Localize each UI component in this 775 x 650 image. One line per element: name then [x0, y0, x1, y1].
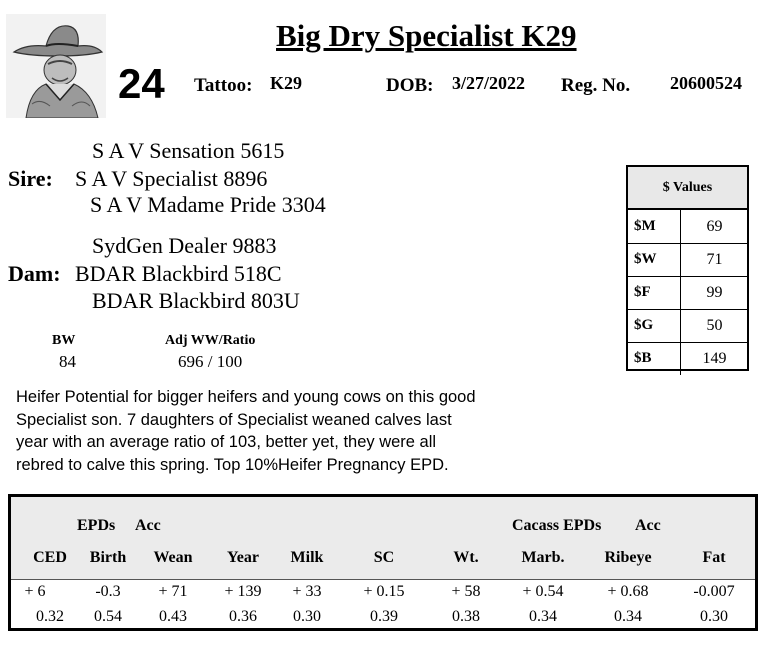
dob-value: 3/27/2022: [452, 73, 526, 93]
dollar-row: [628, 243, 747, 277]
epd-accuracy: 0.39: [370, 608, 398, 625]
epd-col-header: Year: [227, 549, 259, 566]
dollar-row: [628, 342, 747, 375]
epd-col-header: SC: [373, 549, 395, 566]
epd-value: + 0.54: [522, 583, 564, 600]
lot-number: 24: [118, 60, 165, 107]
carcass-group-label: Cacass EPDs: [512, 517, 602, 534]
dollar-key: $G: [634, 317, 654, 333]
epd-col-header: Wean: [153, 549, 193, 566]
tattoo-value: K29: [270, 73, 303, 93]
epd-accuracy: 0.30: [700, 608, 728, 625]
epd-value: + 6: [24, 583, 46, 600]
epd-table: [8, 494, 758, 631]
dollar-row: [628, 309, 747, 343]
reg-value: 20600524: [670, 73, 742, 93]
epd-col-header: Milk: [290, 549, 324, 566]
dollar-key: $M: [634, 218, 656, 234]
dollar-value: 50: [706, 317, 723, 334]
epd-value: -0.3: [95, 583, 121, 600]
epd-col-header: CED: [33, 549, 67, 566]
dollar-value: 99: [706, 284, 723, 301]
sire-label: Sire:: [8, 166, 53, 191]
epd-value: + 71: [158, 583, 188, 600]
dam-dam: BDAR Blackbird 803U: [92, 288, 300, 313]
dam-label: Dam:: [8, 261, 61, 286]
carcass-acc-label: Acc: [635, 517, 661, 534]
animal-title: Big Dry Specialist K29: [276, 18, 577, 53]
epd-col-header: Ribeye: [604, 549, 652, 566]
dollar-value: 71: [706, 251, 723, 268]
epd-acc-label: Acc: [135, 517, 161, 534]
epd-col-header: Birth: [89, 549, 127, 566]
epd-accuracy: 0.34: [529, 608, 557, 625]
dam-sire: SydGen Dealer 9883: [92, 233, 277, 258]
dam-name: BDAR Blackbird 518C: [75, 261, 282, 286]
epd-header-band: [11, 497, 755, 580]
epd-accuracy: 0.34: [614, 608, 642, 625]
epd-accuracy: 0.54: [94, 608, 122, 625]
epd-accuracy: 0.32: [36, 608, 64, 625]
epd-value: + 0.15: [363, 583, 405, 600]
epd-value: -0.007: [693, 583, 735, 600]
epd-value: + 58: [451, 583, 481, 600]
cowboy-logo: [6, 14, 106, 118]
sire-name: S A V Specialist 8896: [75, 166, 268, 191]
bw-label: BW: [52, 333, 76, 348]
epd-accuracy: 0.36: [229, 608, 257, 625]
ww-value: 696 / 100: [178, 352, 243, 371]
epd-value: + 33: [292, 583, 322, 600]
sire-dam: S A V Madame Pride 3304: [90, 192, 326, 217]
epd-accuracy: 0.43: [159, 608, 187, 625]
epd-value: + 139: [224, 583, 262, 600]
sire-sire: S A V Sensation 5615: [92, 138, 285, 163]
dollar-value: 69: [706, 218, 723, 235]
description: Heifer Potential for bigger heifers and young cows on this good Specialist son. 7 daughters of Specialist weaned calves last year with an average ratio of 103, better yet, they were all rebred to calve this spring. Top 10%Heifer Pregnancy EPD.: [16, 388, 476, 474]
dob-label: DOB:: [386, 75, 434, 96]
dollar-values-box: [626, 165, 749, 371]
dollar-value: 149: [702, 350, 727, 367]
dollar-key: $F: [634, 284, 651, 300]
epd-accuracy: 0.30: [293, 608, 321, 625]
dollar-key: $B: [634, 350, 652, 366]
tattoo-label: Tattoo:: [194, 75, 253, 96]
dollar-values-header: $ Values: [628, 167, 747, 210]
epd-col-header: Fat: [702, 549, 726, 566]
dollar-row: [628, 276, 747, 310]
epd-group-label: EPDs: [77, 517, 116, 534]
epd-value: + 0.68: [607, 583, 649, 600]
epd-col-header: Marb.: [521, 549, 565, 566]
epd-accuracy: 0.38: [452, 608, 480, 625]
dollar-row: [628, 210, 747, 244]
dollar-key: $W: [634, 251, 657, 267]
bw-value: 84: [59, 352, 76, 371]
epd-col-header: Wt.: [453, 549, 479, 566]
ww-label: Adj WW/Ratio: [165, 333, 256, 348]
reg-label: Reg. No.: [561, 75, 631, 96]
